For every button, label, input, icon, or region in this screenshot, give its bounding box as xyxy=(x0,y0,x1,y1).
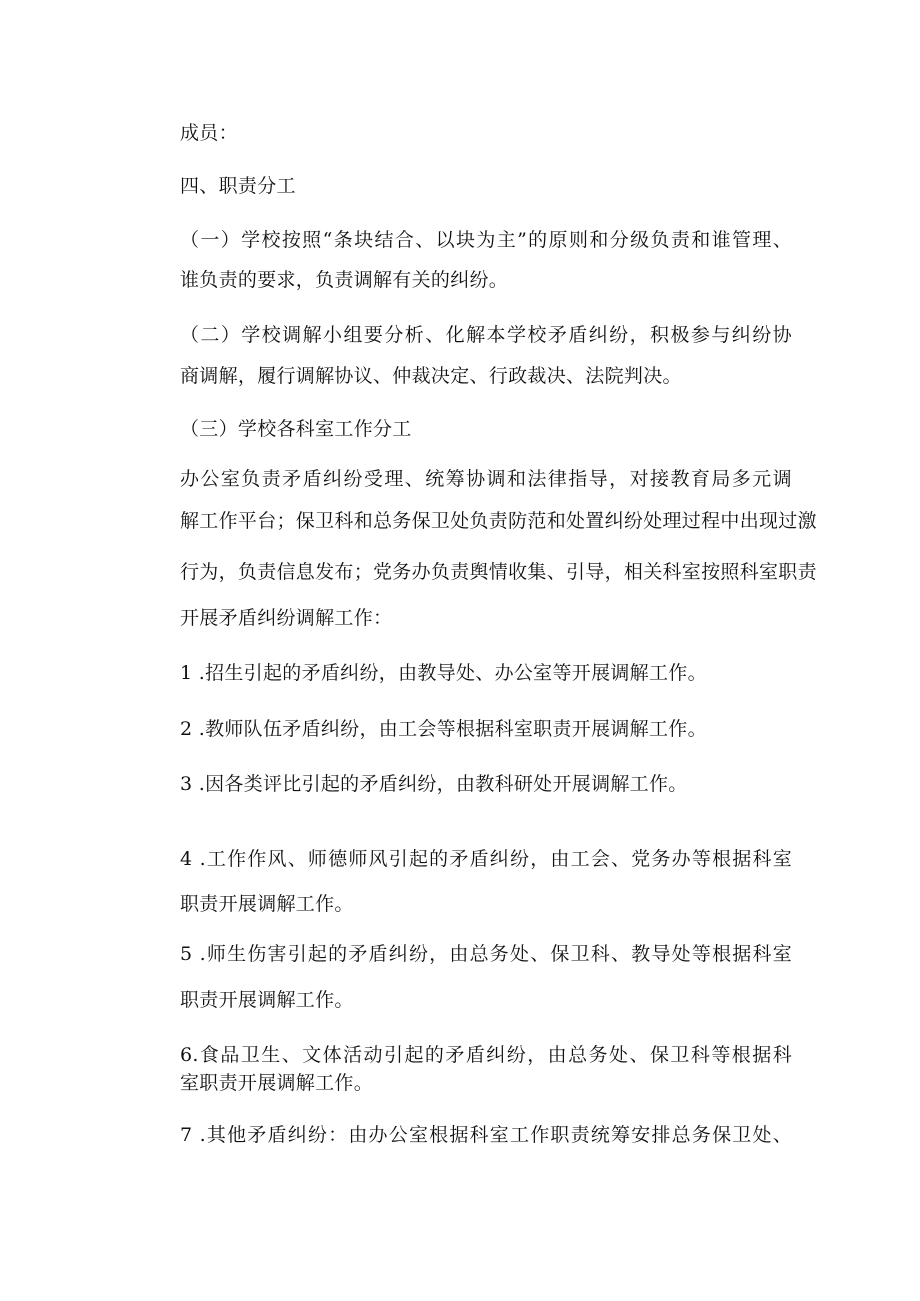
list-item-4-line-1: 4 .工作作风、师德师风引起的矛盾纠纷，由工会、党务办等根据科室 xyxy=(180,848,792,870)
list-item-3: 3 .因各类评比引起的矛盾纠纷，由教科研处开展调解工作。 xyxy=(180,773,688,795)
list-item-2: 2 .教师队伍矛盾纠纷，由工会等根据科室职责开展调解工作。 xyxy=(180,718,707,740)
list-item-1: 1 .招生引起的矛盾纠纷，由教导处、办公室等开展调解工作。 xyxy=(180,662,707,684)
paragraph-3-line-3: 行为，负责信息发布；党务办负责舆情收集、引导，相关科室按照科室职责 xyxy=(180,561,817,583)
list-item-5-line-2: 职责开展调解工作。 xyxy=(180,989,354,1011)
subheading-department-division: （三）学校各科室工作分工 xyxy=(180,418,412,440)
list-item-6-line-1: 6.食品卫生、文体活动引起的矛盾纠纷，由总务处、保卫科等根据科 xyxy=(180,1044,792,1066)
list-item-6-line-2: 室职责开展调解工作。 xyxy=(180,1072,374,1094)
paragraph-3-line-4: 开展矛盾纠纷调解工作： xyxy=(180,607,393,629)
list-item-4-line-2: 职责开展调解工作。 xyxy=(180,893,354,915)
paragraph-1-line-2: 谁负责的要求，负责调解有关的纠纷。 xyxy=(180,269,509,291)
section-heading-responsibilities: 四、职责分工 xyxy=(180,175,296,197)
paragraph-2-line-2: 商调解，履行调解协议、仲裁决定、行政裁决、法院判决。 xyxy=(180,365,682,387)
paragraph-3-line-1: 办公室负责矛盾纠纷受理、统筹协调和法律指导，对接教育局多元调 xyxy=(180,468,792,490)
list-item-7-line-1: 7 .其他矛盾纠纷：由办公室根据科室工作职责统筹安排总务保卫处、 xyxy=(180,1124,792,1146)
list-item-5-line-1: 5 .师生伤害引起的矛盾纠纷，由总务处、保卫科、教导处等根据科室 xyxy=(180,943,792,965)
paragraph-3-line-2: 解工作平台；保卫科和总务保卫处负责防范和处置纠纷处理过程中出现过激 xyxy=(180,510,817,532)
paragraph-2-line-1: （二）学校调解小组要分析、化解本学校矛盾纠纷，积极参与纠纷协 xyxy=(180,324,792,346)
members-label: 成员： xyxy=(180,122,238,144)
paragraph-1-line-1: （一）学校按照“条块结合、以块为主”的原则和分级负责和谁管理、 xyxy=(180,229,792,251)
